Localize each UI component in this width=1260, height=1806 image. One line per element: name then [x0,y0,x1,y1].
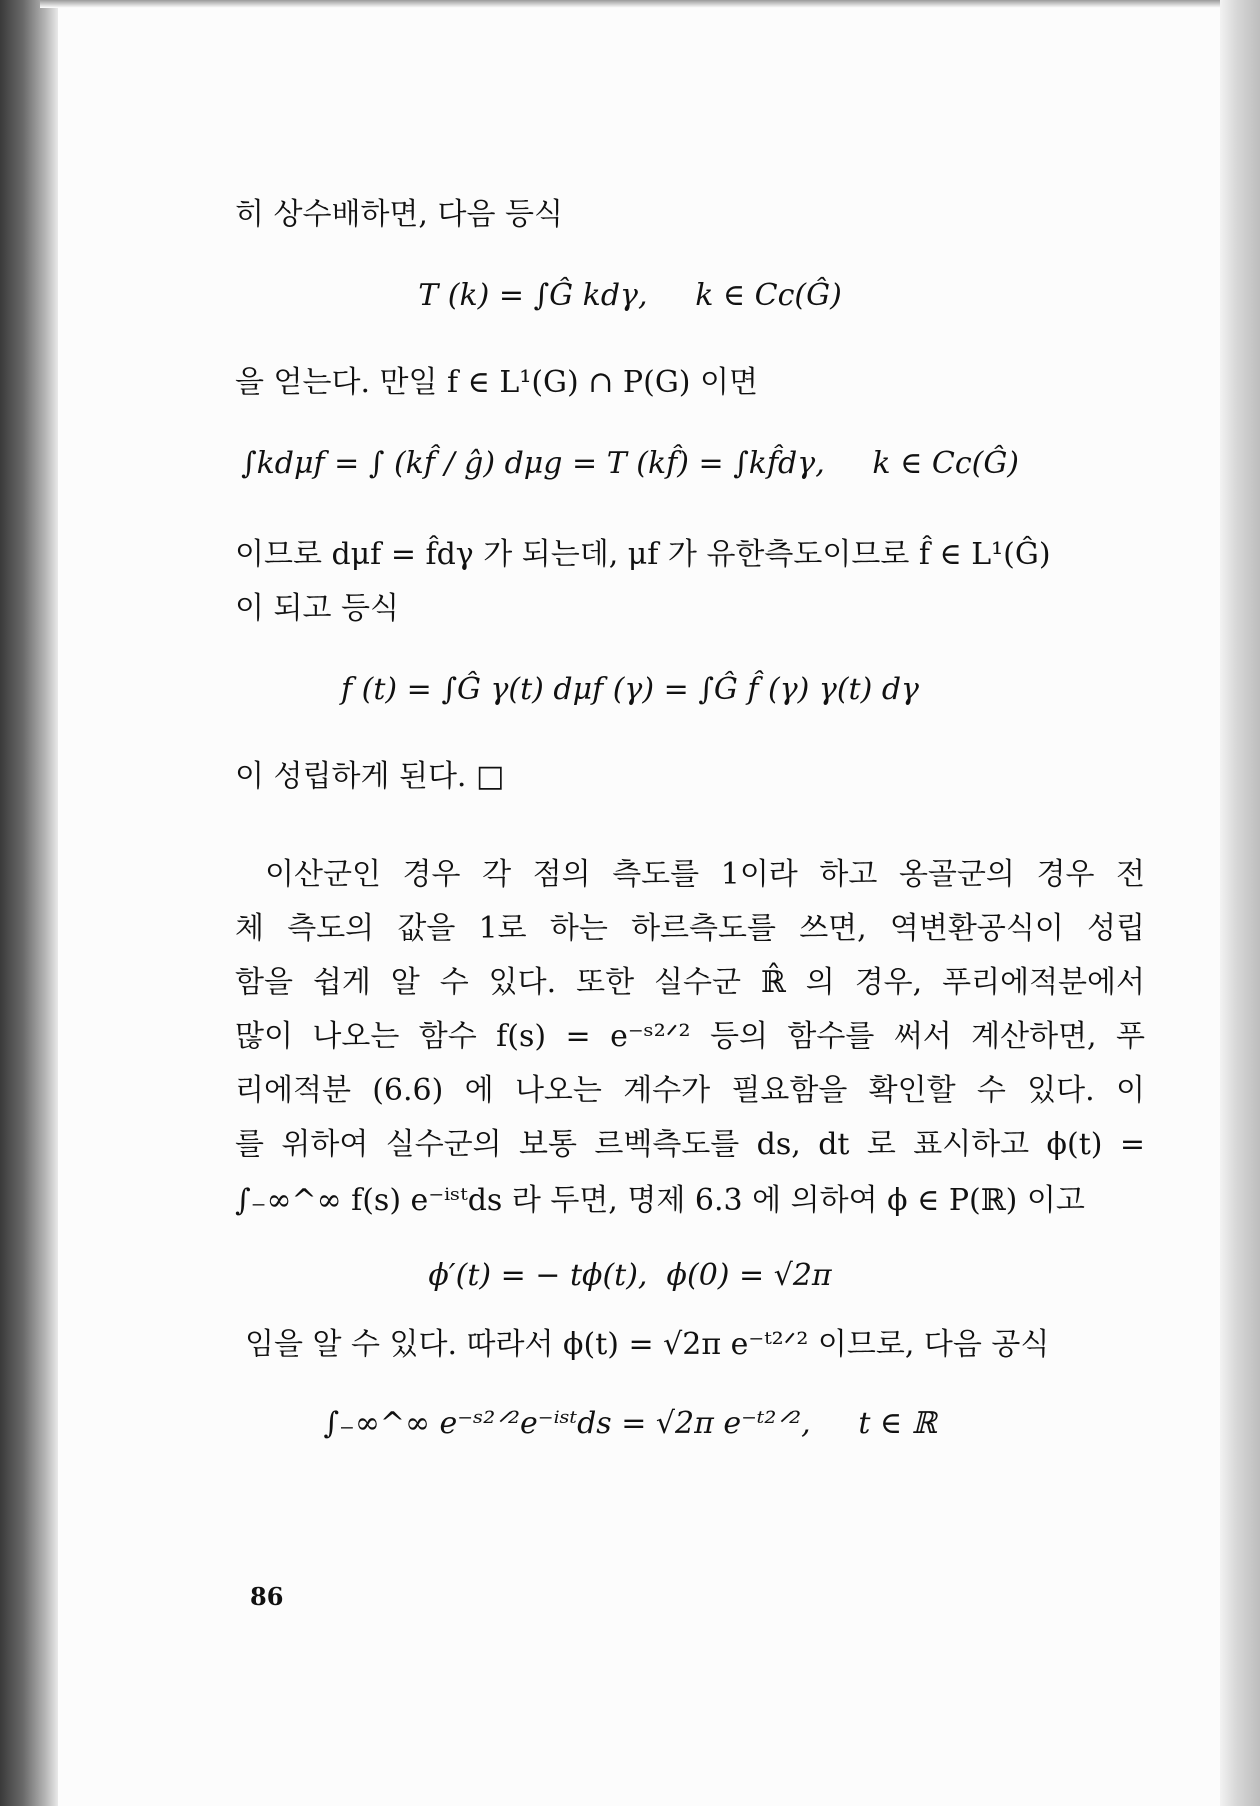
paragraph-line-3: 함을 쉽게 알 수 있다. 또한 실수군 ℝ̂ 의 경우, 푸리에적분에서 [235,965,1145,1000]
text-line-1: 히 상수배하면, 다음 등식 [235,197,563,232]
paragraph-line-7: ∫₋∞^∞ f(s) e⁻ⁱˢᵗds 라 두면, 명제 6.3 에 의하여 ϕ ∈ P(ℝ) 이고 [235,1183,1085,1218]
paragraph-line-5: 리에적분 (6.6) 에 나오는 계수가 필요함을 확인할 수 있다. 이 [235,1073,1145,1108]
paragraph-line-2: 체 측도의 값을 1로 하는 하르측도를 쓰면, 역변환공식이 성립 [235,911,1145,946]
equation-1: T (k) = ∫Ĝ kdγ, k ∈ Cc(Ĝ) [418,278,842,313]
paragraph-line-4: 많이 나오는 함수 f(s) = e⁻ˢ²ᐟ² 등의 함수를 써서 계산하면, 푸 [235,1019,1145,1054]
book-top-edge [40,0,1240,8]
equation-5: ∫₋∞^∞ e⁻ˢ²ᐟ²e⁻ⁱˢᵗds = √2π e⁻ᵗ²ᐟ², t ∈ ℝ [323,1406,937,1441]
text-line-4: 이 되고 등식 [235,591,399,626]
paragraph-line-1: 이산군인 경우 각 점의 측도를 1이라 하고 옹골군의 경우 전 [265,857,1145,892]
equation-2: ∫kdμf = ∫ (kf̂ / ĝ) dμg = T (kf̂) = ∫kf̂dγ, k ∈ Cc(Ĝ) [240,446,1019,481]
equation-3: f (t) = ∫Ĝ γ(t) dμf (γ) = ∫Ĝ f̂ (γ) γ(t) dγ [341,672,919,707]
paragraph-line-6: 를 위하여 실수군의 보통 르벡측도를 ds, dt 로 표시하고 ϕ(t) = [235,1127,1145,1162]
text-line-6: 임을 알 수 있다. 따라서 ϕ(t) = √2π e⁻ᵗ²ᐟ² 이므로, 다음 공식 [245,1327,1050,1362]
book-right-edge [1220,0,1260,1806]
text-line-5: 이 성립하게 된다. □ [235,759,505,794]
text-line-2: 을 얻는다. 만일 f ∈ L¹(G) ∩ P(G) 이면 [235,365,758,400]
equation-4: ϕ′(t) = − tϕ(t), ϕ(0) = √2π [428,1258,832,1293]
page-number: 86 [250,1582,284,1611]
text-line-3: 이므로 dμf = f̂dγ 가 되는데, μf 가 유한측도이므로 f̂ ∈ L¹(Ĝ) [235,537,1051,572]
book-spine-shadow [0,0,58,1806]
